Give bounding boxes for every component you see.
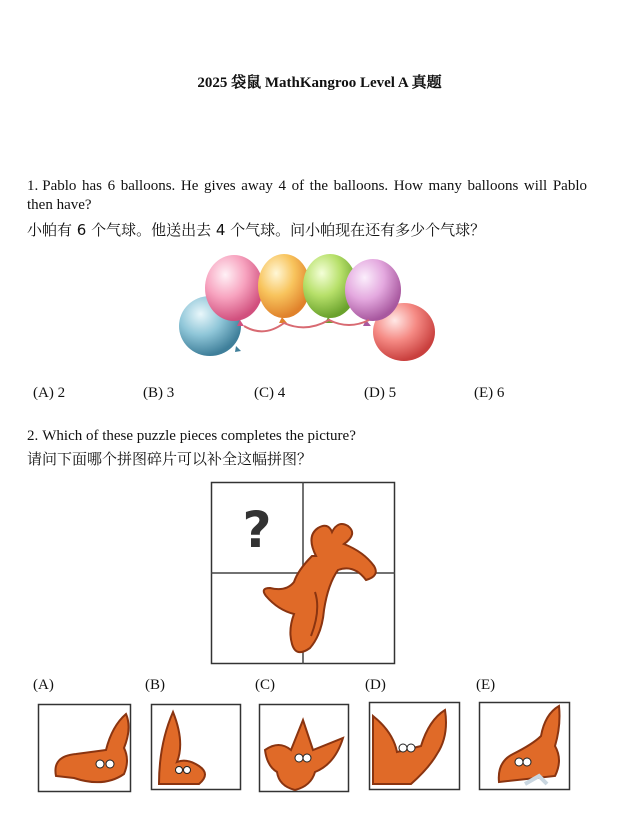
question-2-english: [27, 427, 587, 446]
q2-option-b-piece[interactable]: [151, 704, 241, 790]
q1-option-e[interactable]: (E) 6: [474, 385, 505, 401]
puzzle-picture: [211, 482, 395, 664]
question-1-number: 1.: [27, 178, 39, 194]
question-mark: ?: [242, 501, 272, 559]
q2-option-c-label[interactable]: (C): [255, 677, 275, 693]
question-1-english: [27, 177, 587, 215]
q2-option-d-label[interactable]: (D): [365, 677, 386, 693]
question-1-text-zh: 小帕有 6 个气球。他送出去 4 个气球。问小帕现在还有多少个气球？: [27, 221, 486, 239]
q2-option-b-label[interactable]: (B): [145, 677, 165, 693]
question-1-text-en: Pablo has 6 balloons. He gives away 4 of the balloons. How many balloons will Pablo then have?: [27, 178, 587, 213]
balloons-illustration: [170, 250, 445, 362]
q2-option-c-piece[interactable]: [259, 704, 349, 792]
q1-option-d[interactable]: (D) 5: [364, 385, 397, 401]
question-2-text-zh: 请问下面哪个拼图碎片可以补全这幅拼图？: [27, 450, 313, 468]
q2-option-d-piece[interactable]: [369, 702, 460, 790]
balloon-orange: [258, 254, 310, 323]
page-title: 2025 袋鼠 MathKangroo Level A 真题: [197, 75, 442, 91]
q2-option-e-label[interactable]: (E): [476, 677, 496, 693]
q2-option-a-label[interactable]: (A): [33, 677, 54, 693]
question-2-number: 2.: [27, 428, 39, 444]
q2-option-a-piece[interactable]: [38, 704, 131, 792]
q1-option-b[interactable]: (B) 3: [143, 385, 175, 401]
q1-option-c[interactable]: (C) 4: [254, 385, 286, 401]
question-2-text-en: Which of these puzzle pieces completes the picture?: [42, 428, 356, 444]
q2-option-e-piece[interactable]: [479, 702, 570, 790]
q1-option-a[interactable]: (A) 2: [33, 385, 66, 401]
